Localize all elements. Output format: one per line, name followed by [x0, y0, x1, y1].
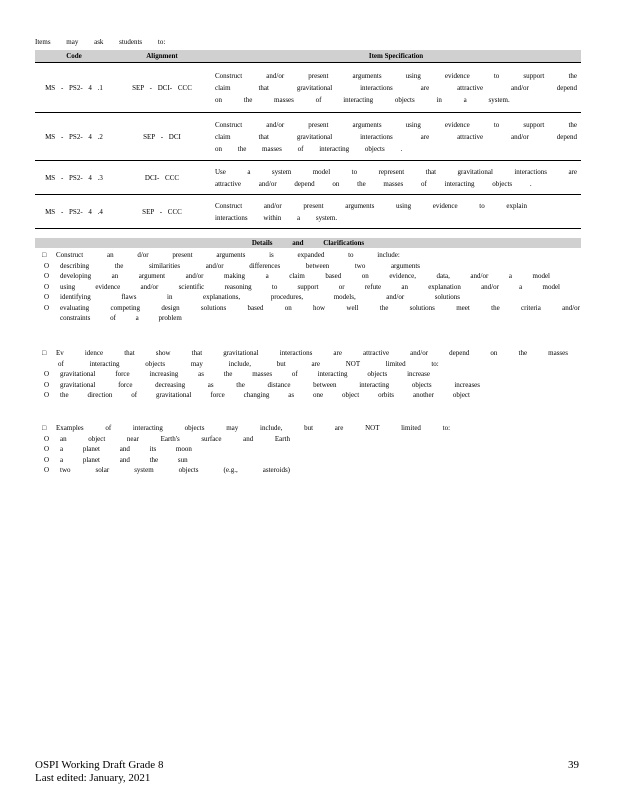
- row-spec: [211, 63, 581, 113]
- section-heading-text: Examples of interacting objects may include, but are NOT limited to:: [56, 424, 451, 432]
- list-item-text: a planet and the sun: [60, 455, 188, 464]
- list-item: [44, 369, 580, 380]
- table-row: [35, 113, 581, 161]
- list-item-text: an object near Earth's surface and Earth: [60, 434, 290, 443]
- bullet-list: [42, 369, 580, 401]
- section-heading: [42, 250, 580, 261]
- table-row: [35, 161, 581, 195]
- intro-text: Items may ask students to:: [35, 38, 166, 46]
- spec-line: Construct and/or present arguments using evidence to support the: [215, 71, 577, 80]
- row-spec: [211, 161, 581, 195]
- examples-section: [42, 423, 580, 476]
- table-row: [35, 195, 581, 229]
- list-item: [44, 303, 580, 314]
- list-item: [44, 465, 580, 476]
- list-item: [44, 390, 580, 401]
- page-number: 39: [568, 759, 579, 771]
- list-item-text: gravitational force increasing as the masses of interacting objects increase: [60, 370, 430, 378]
- spec-line: interactions within a system.: [215, 213, 338, 222]
- row-spec: [211, 113, 581, 161]
- list-item: [60, 313, 580, 324]
- list-item: [44, 444, 580, 455]
- spec-line: on the masses of interacting objects .: [215, 144, 403, 153]
- section-heading-continued: of interacting objects may include, but are NOT limited to:: [58, 359, 439, 368]
- list-item: [44, 292, 580, 303]
- list-item: [44, 434, 580, 445]
- list-item: [44, 455, 580, 466]
- list-item-text: developing an argument and/or making a claim based on evidence, data, and/or a model: [60, 272, 550, 280]
- list-item-text: the direction of gravitational force changing as one object orbits another object: [60, 391, 470, 399]
- checkbox-bullet-icon: □: [42, 251, 47, 259]
- row-code: MS - PS2- 4 .2: [35, 113, 113, 161]
- list-item-text: using evidence and/or scientific reasoning to support or refute an explanation and/or a model: [60, 282, 560, 291]
- bullet-list: [42, 434, 580, 476]
- row-alignment: DCI- CCC: [113, 161, 211, 195]
- page-footer: [35, 759, 163, 785]
- header-spec: Item Specification: [211, 50, 581, 63]
- section-heading: [42, 348, 580, 359]
- circle-bullet-icon: O: [44, 434, 50, 443]
- checkbox-bullet-icon: □: [42, 349, 47, 357]
- section-heading-text: Construct an d/or present arguments is expanded to include:: [56, 251, 400, 259]
- spec-line: Construct and/or present arguments using evidence to explain: [215, 201, 527, 210]
- spec-line: claim that gravitational interactions are attractive and/or depend: [215, 83, 577, 92]
- circle-bullet-icon: O: [44, 293, 50, 301]
- item-spec-table: [35, 50, 581, 229]
- spec-line: Construct and/or present arguments using evidence to support the: [215, 120, 577, 129]
- list-item: [44, 261, 580, 272]
- spec-line: claim that gravitational interactions are attractive and/or depend: [215, 132, 577, 141]
- circle-bullet-icon: O: [44, 261, 50, 270]
- circle-bullet-icon: O: [44, 272, 50, 280]
- header-alignment: Alignment: [113, 50, 211, 63]
- circle-bullet-icon: O: [44, 380, 50, 389]
- header-code: Code: [35, 50, 113, 63]
- list-item-text: identifying flaws in explanations, procedures, models, and/or solutions: [60, 293, 460, 301]
- list-item-text: constraints of a problem: [60, 314, 182, 322]
- list-item-text: a planet and its moon: [60, 445, 192, 453]
- spec-line: on the masses of interacting objects in a system.: [215, 95, 510, 104]
- construct-section: [42, 250, 580, 324]
- details-header: Details and Clarifications: [35, 238, 581, 248]
- evidence-section: [42, 348, 580, 401]
- circle-bullet-icon: O: [44, 455, 50, 464]
- circle-bullet-icon: O: [44, 303, 50, 312]
- row-code: MS - PS2- 4 .4: [35, 195, 113, 229]
- list-item: [44, 380, 580, 391]
- spec-line: attractive and/or depend on the masses of interacting objects .: [215, 179, 532, 188]
- footer-last-edited: Last edited: January, 2021: [35, 772, 151, 784]
- row-alignment: SEP - DCI- CCC: [113, 63, 211, 113]
- checkbox-bullet-icon: □: [42, 424, 47, 432]
- bullet-list: [42, 261, 580, 324]
- table-row: [35, 63, 581, 113]
- list-item-text: describing the similarities and/or differences between two arguments: [60, 261, 420, 270]
- row-code: MS - PS2- 4 .3: [35, 161, 113, 195]
- list-item-text: gravitational force decreasing as the distance between interacting objects increases: [60, 380, 480, 389]
- row-code: MS - PS2- 4 .1: [35, 63, 113, 113]
- table-header-row: [35, 50, 581, 63]
- spec-line: Use a system model to represent that gravitational interactions are: [215, 167, 577, 176]
- circle-bullet-icon: O: [44, 370, 50, 378]
- footer-draft-label: OSPI Working Draft Grade 8: [35, 759, 164, 771]
- circle-bullet-icon: O: [44, 282, 50, 291]
- circle-bullet-icon: O: [44, 391, 50, 399]
- list-item-text: two solar system objects (e.g., asteroids): [60, 466, 290, 474]
- circle-bullet-icon: O: [44, 445, 50, 453]
- circle-bullet-icon: O: [44, 466, 50, 474]
- list-item-text: evaluating competing design solutions based on how well the solutions meet the criteria and/or: [60, 303, 580, 312]
- row-alignment: SEP - CCC: [113, 195, 211, 229]
- row-spec: [211, 195, 581, 229]
- list-item: [44, 282, 580, 293]
- section-heading-text: Ev idence that show that gravitational interactions are attractive and/or depend on the masses: [56, 349, 568, 357]
- list-item: [44, 271, 580, 282]
- section-heading: [42, 423, 580, 434]
- row-alignment: SEP - DCI: [113, 113, 211, 161]
